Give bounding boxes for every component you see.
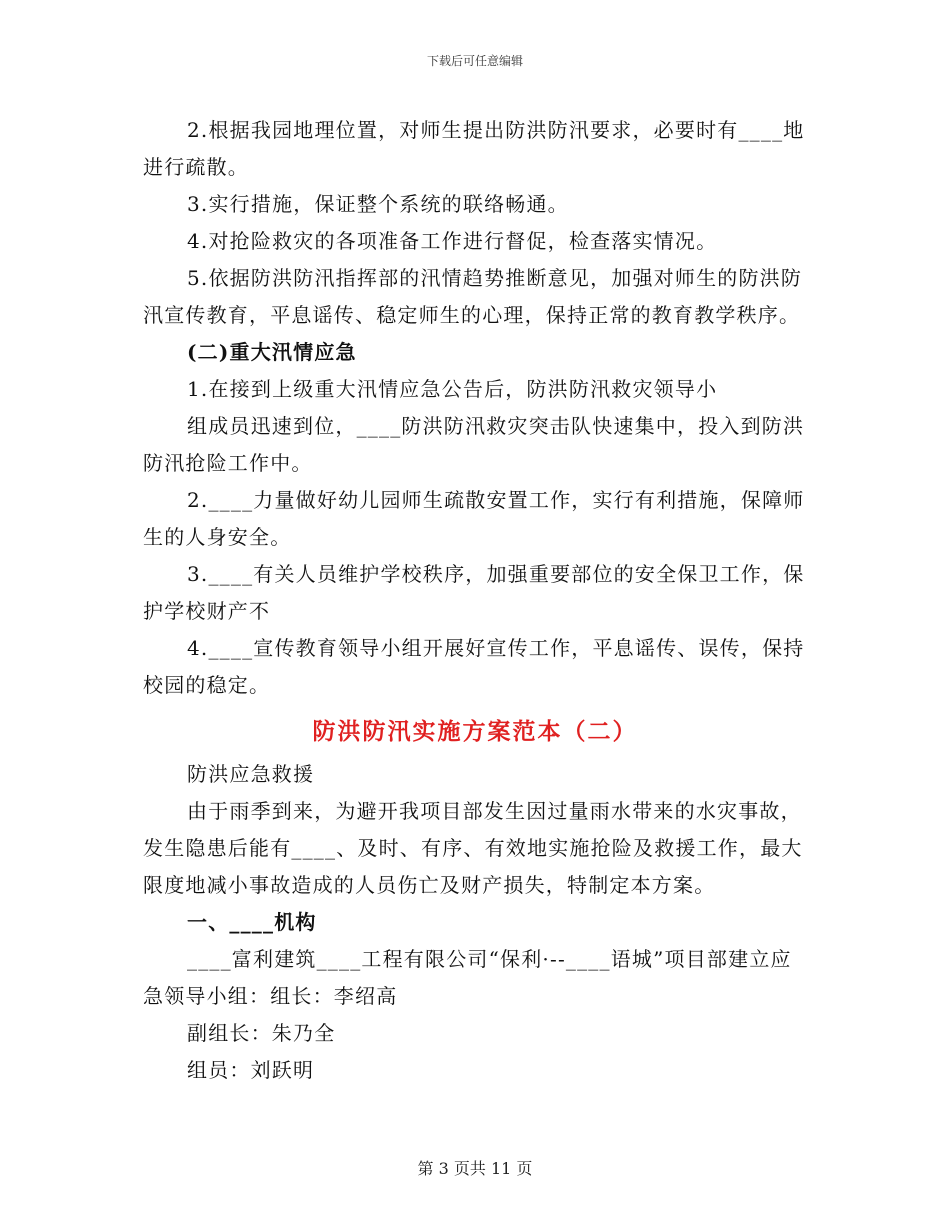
paragraph: 组员：刘跃明 [187,1058,315,1082]
paragraph: ____富利建筑____工程有限公司“保利·--____语城”项目部建立应急领导小组：组长：李绍高 [143,947,792,1008]
paragraph: 2.根据我园地理位置，对师生提出防洪防汛要求，必要时有____地进行疏散。 [143,118,805,179]
paragraph: 副组长：朱乃全 [187,1021,336,1045]
paragraph: 防洪应急救援 [187,762,315,786]
paragraph: 5.依据防洪防汛指挥部的汛情趋势推断意见，加强对师生的防洪防汛宣传教育，平息谣传、稳定师生的心理，保持正常的教育教学秩序。 [143,266,803,327]
subsection-heading: 一、____机构 [187,910,317,934]
paragraph: 3.实行措施，保证整个系统的联络畅通。 [187,192,569,216]
document-body [143,112,807,1089]
paragraph: 2.____力量做好幼儿园师生疏散安置工作，实行有利措施，保障师生的人身安全。 [143,488,805,549]
paragraph: 组成员迅速到位，____防洪防汛救灾突击队快速集中，投入到防洪防汛抢险工作中。 [143,414,805,475]
section-title: 防洪防汛实施方案范本（二） [312,718,638,745]
paragraph: 4.____宣传教育领导小组开展好宣传工作，平息谣传、误传，保持校园的稳定。 [143,636,805,697]
page-footer: 第 3 页共 11 页 [417,1159,533,1178]
paragraph: 4.对抢险救灾的各项准备工作进行督促，检查落实情况。 [187,229,718,253]
page-header: 下载后可任意编辑 [426,54,523,68]
paragraph: 3.____有关人员维护学校秩序，加强重要部位的安全保卫工作，保护学校财产不 [143,562,805,623]
subsection-heading: (二)重大汛情应急 [187,340,357,364]
paragraph: 由于雨季到来，为避开我项目部发生因过量雨水带来的水灾事故，发生隐患后能有____、及时、有序、有效地实施抢险及救援工作，最大限度地减小事故造成的人员伤亡及财产损失，特制定本方案。 [143,799,803,897]
paragraph: 1.在接到上级重大汛情应急公告后，防洪防汛救灾领导小 [187,377,718,401]
